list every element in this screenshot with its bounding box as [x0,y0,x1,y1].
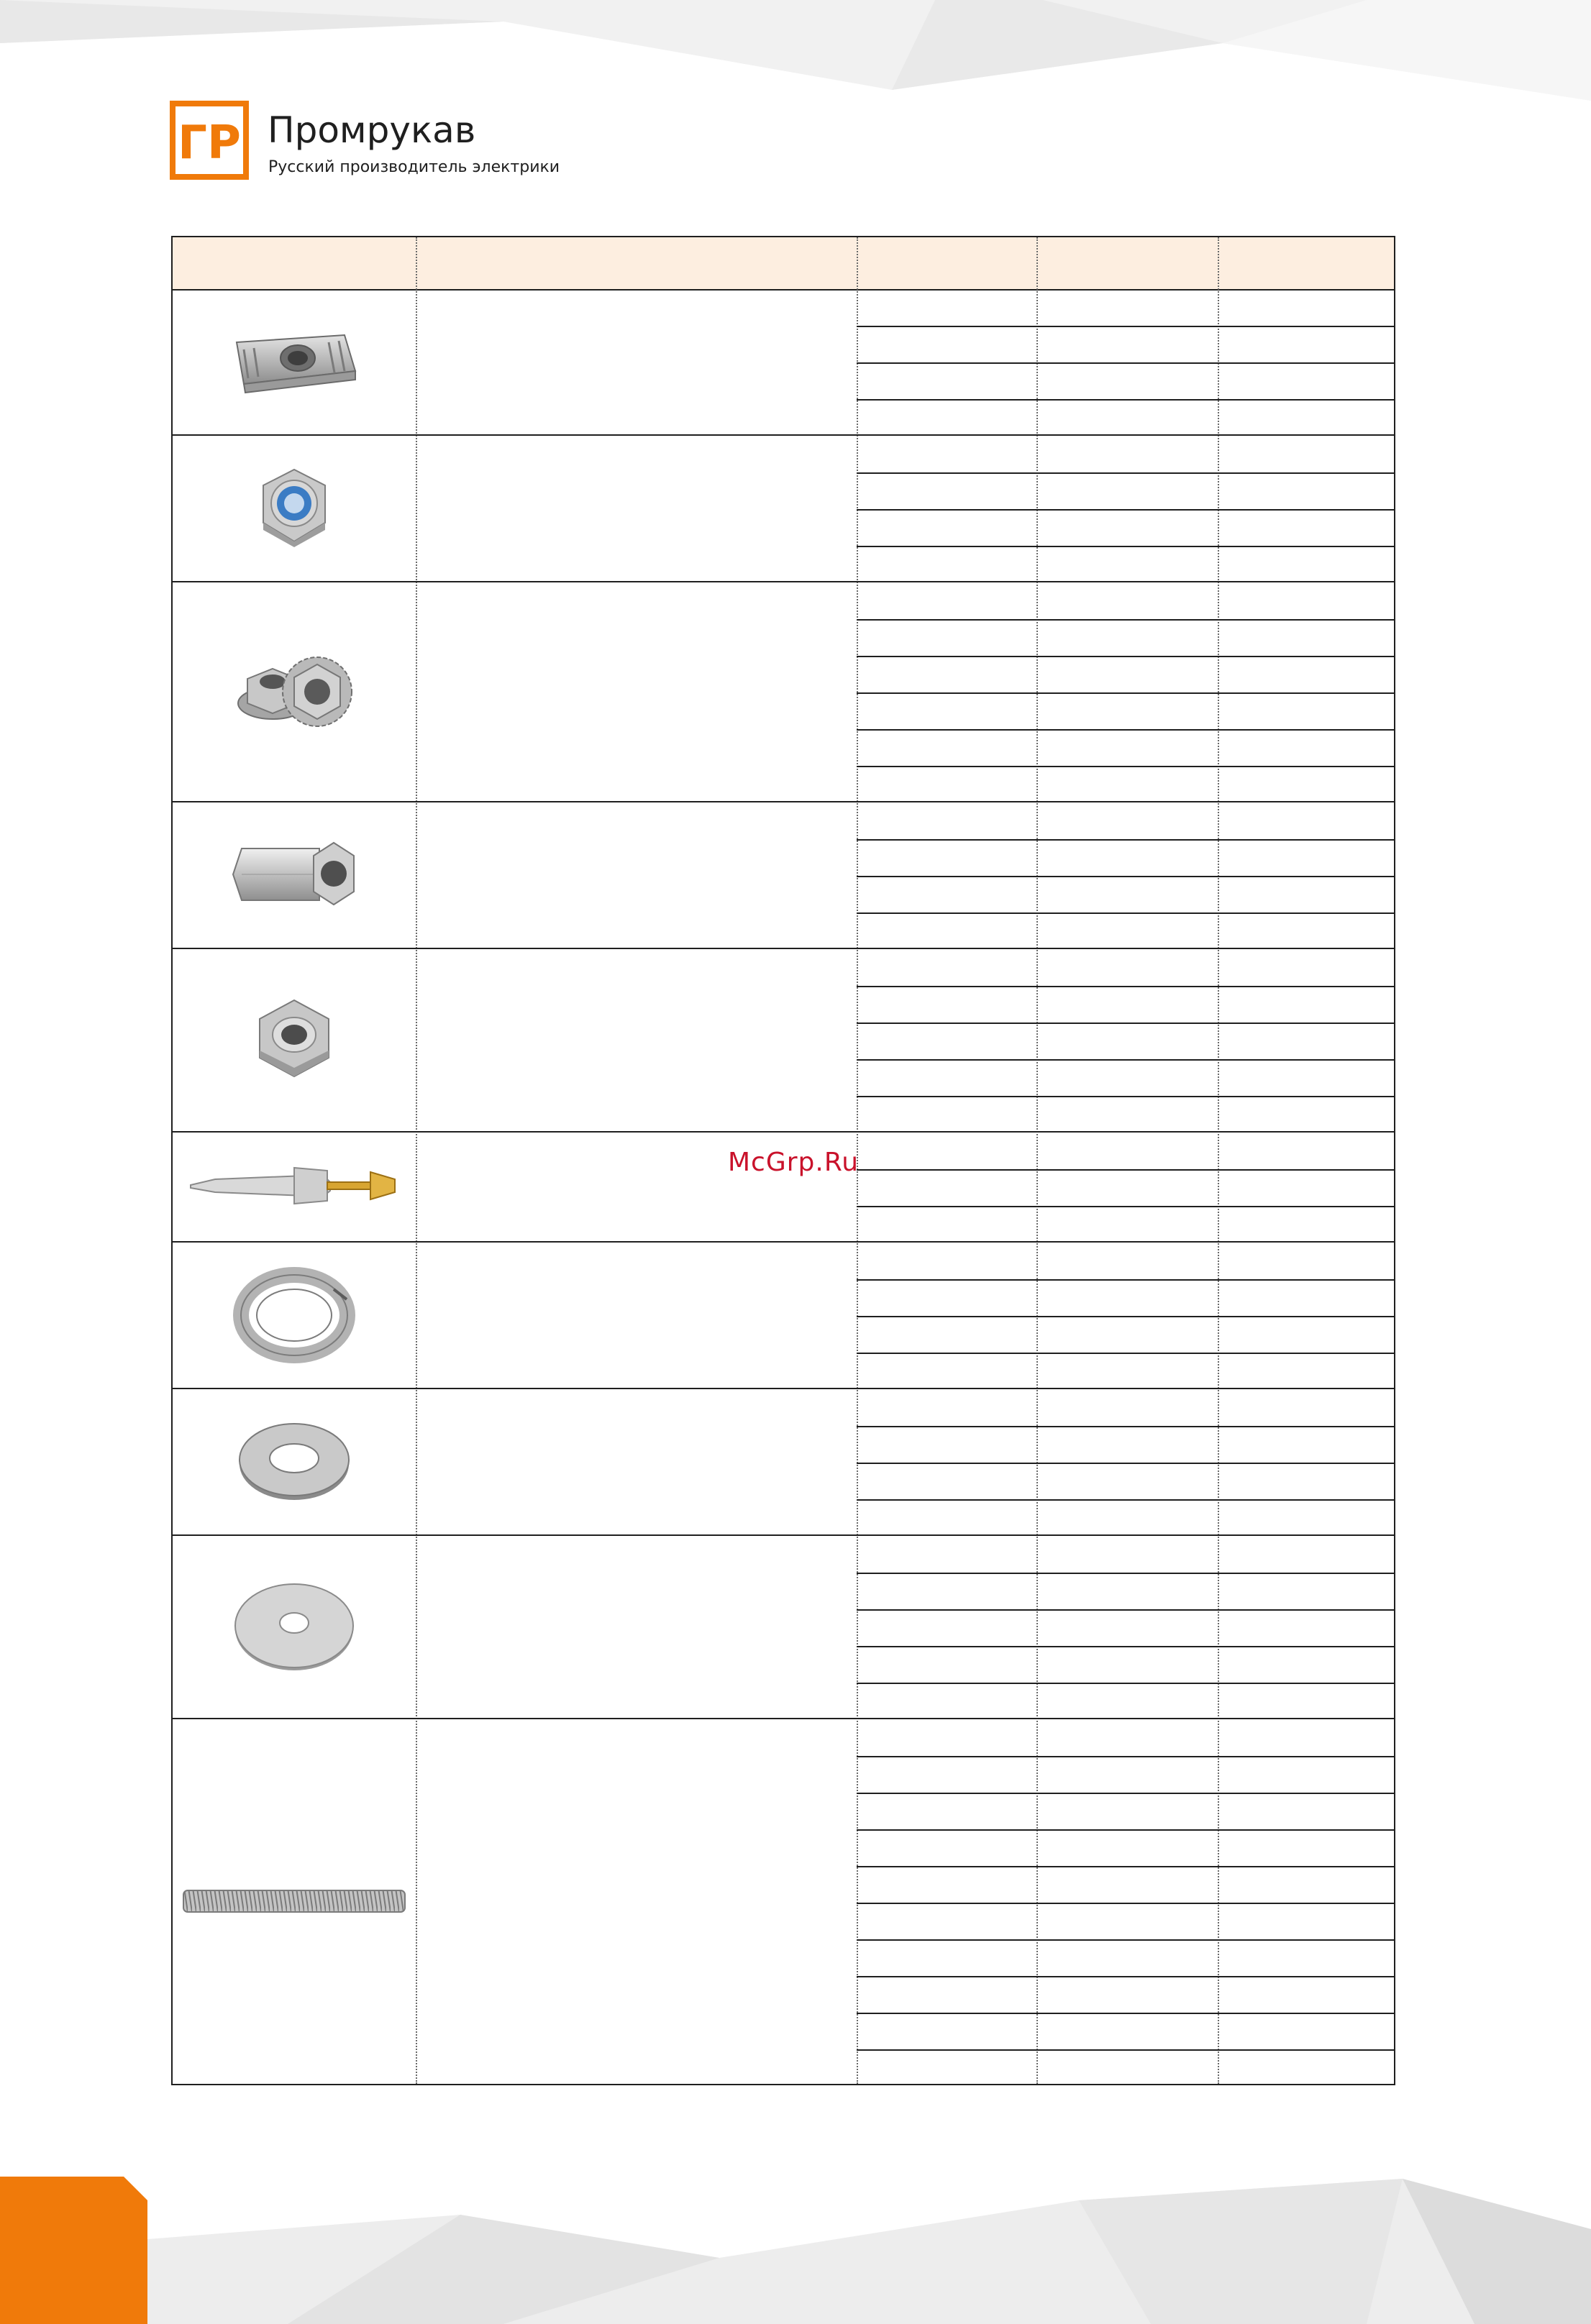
table-row [173,289,1394,436]
coupling-nut-icon [226,834,363,916]
brand-name: Промрукав [268,109,476,151]
sub-row-divider [857,912,1394,914]
sub-row-divider [857,1426,1394,1427]
sub-row-divider [857,1609,1394,1611]
sub-row-divider [857,2013,1394,2014]
sub-row-divider [857,1096,1394,1097]
fender-washer-icon [229,1575,359,1679]
sub-row-divider [857,1206,1394,1207]
sub-row-divider [857,1646,1394,1647]
watermark-text: McGrp.Ru [728,1148,860,1177]
sub-row-divider [857,1903,1394,1904]
sub-row-divider [857,876,1394,877]
hex-nut-icon [251,996,337,1085]
spec-sub-rows [857,949,1394,1131]
product-image-cell [173,1719,416,2086]
threaded-rod-icon [179,1883,409,1922]
sub-row-divider [857,1499,1394,1501]
sub-row-divider [857,1463,1394,1464]
nylon-lock-nut-icon [255,464,334,553]
svg-text:ГР: ГР [178,116,241,170]
table-row [173,436,1394,582]
spec-sub-rows [857,289,1394,434]
sub-row-divider [857,472,1394,474]
product-description-cell [416,1243,857,1388]
top-background-decoration [0,0,1591,101]
spec-sub-rows [857,1389,1394,1534]
table-row [173,582,1394,802]
sub-row-divider [857,986,1394,987]
product-image-cell [173,436,416,581]
sub-row-divider [857,766,1394,767]
sub-row-divider [857,1573,1394,1574]
product-description-cell [416,1719,857,2086]
product-image-cell [173,1243,416,1388]
spec-sub-rows [857,1243,1394,1388]
product-image-cell [173,949,416,1131]
sub-row-divider [857,326,1394,327]
product-description-cell [416,289,857,434]
sub-row-divider [857,1023,1394,1024]
sub-row-divider [857,546,1394,547]
spec-sub-rows [857,436,1394,581]
spec-sub-rows [857,1133,1394,1241]
product-description-cell [416,802,857,948]
spring-lock-washer-icon [233,1263,355,1367]
product-image-cell [173,582,416,801]
sub-row-divider [857,692,1394,694]
sub-row-divider [857,1353,1394,1354]
product-description-cell [416,582,857,801]
channel-spring-nut-icon [222,321,366,403]
sub-row-divider [857,1059,1394,1061]
product-description-cell [416,436,857,581]
product-description-cell [416,1389,857,1534]
product-image-cell [173,289,416,434]
sub-row-divider [857,1169,1394,1171]
flange-nut-icon [229,647,359,736]
sub-row-divider [857,399,1394,401]
product-image-cell [173,802,416,948]
brand-logo-icon [170,101,249,180]
sub-row-divider [857,619,1394,621]
flat-washer-icon [233,1414,355,1510]
sub-row-divider [857,1939,1394,1941]
spec-sub-rows [857,1536,1394,1718]
sub-row-divider [857,729,1394,731]
orange-corner-tab [0,2177,147,2324]
sub-row-divider [857,2049,1394,2051]
spec-sub-rows [857,582,1394,801]
sub-row-divider [857,1683,1394,1684]
sub-row-divider [857,509,1394,511]
sub-row-divider [857,1866,1394,1867]
sub-row-divider [857,656,1394,657]
sub-row-divider [857,362,1394,364]
bottom-background-decoration [0,2172,1591,2324]
table-row [173,802,1394,949]
sub-row-divider [857,1793,1394,1794]
sub-row-divider [857,1316,1394,1317]
spec-sub-rows [857,1719,1394,2086]
product-description-cell [416,949,857,1131]
product-description-cell [416,1536,857,1718]
spec-sub-rows [857,802,1394,948]
sub-row-divider [857,1279,1394,1281]
table-row [173,1536,1394,1719]
brand-tagline: Русский производитель электрики [268,158,560,176]
table-row [173,1389,1394,1536]
table-row [173,949,1394,1133]
product-image-cell [173,1389,416,1534]
table-header-row [173,237,1394,290]
sub-row-divider [857,1829,1394,1831]
table-row [173,1719,1394,2086]
sub-row-divider [857,839,1394,841]
sub-row-divider [857,1756,1394,1757]
product-image-cell [173,1536,416,1718]
sub-row-divider [857,1976,1394,1977]
nail-anchor-icon [186,1161,402,1214]
product-image-cell [173,1133,416,1241]
table-row [173,1243,1394,1389]
